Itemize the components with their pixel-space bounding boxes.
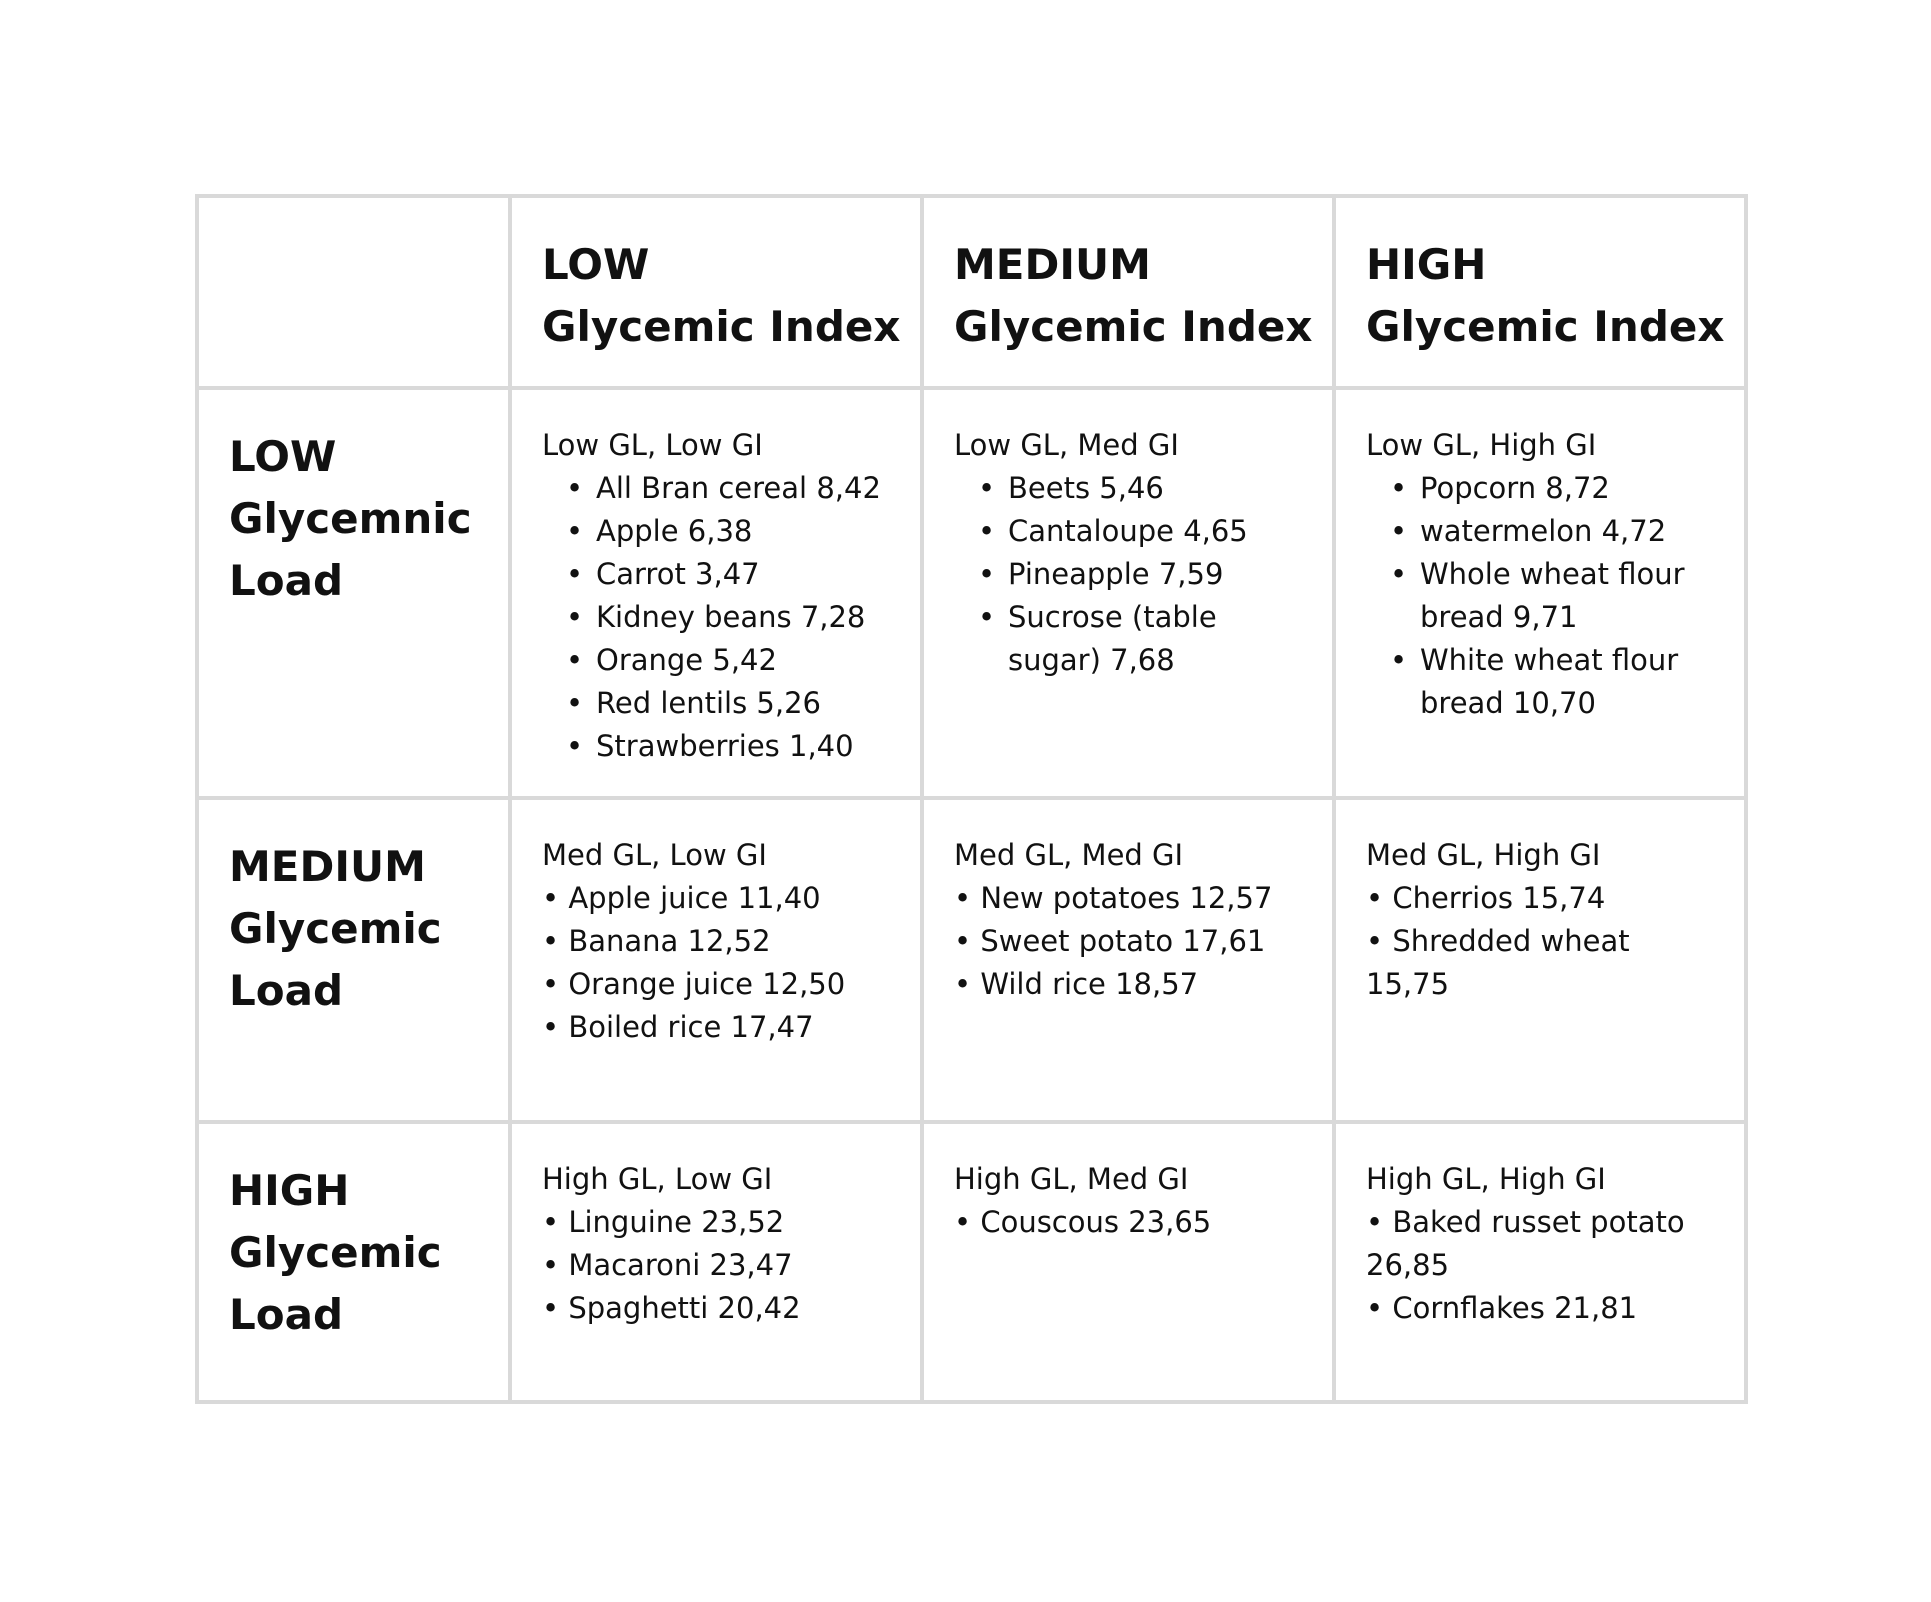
cell-high-gl-med-gi bbox=[922, 1122, 1334, 1402]
row-header-word: Glycemic bbox=[229, 1228, 442, 1277]
list-item: • Cantaloupe 4,65 bbox=[1008, 510, 1302, 553]
cell-title: High GL, Med GI bbox=[954, 1162, 1189, 1196]
list-item: • Strawberries 1,40 bbox=[596, 725, 890, 768]
cell-high-gl-low-gi bbox=[510, 1122, 922, 1402]
column-header-level: HIGH bbox=[1366, 240, 1487, 289]
list-item: • Apple 6,38 bbox=[596, 510, 890, 553]
cell-low-gl-high-gi bbox=[1334, 388, 1746, 798]
cell-low-gl-low-gi bbox=[510, 388, 922, 798]
row-medium-gl bbox=[197, 798, 1746, 1122]
list-item: • Kidney beans 7,28 bbox=[596, 596, 890, 639]
list-item: • Couscous 23,65 bbox=[954, 1205, 1212, 1239]
list-item: • Orange 5,42 bbox=[596, 639, 890, 682]
corner-cell bbox=[197, 196, 510, 388]
column-header-medium-gi bbox=[922, 196, 1334, 388]
column-header-level: LOW bbox=[542, 240, 650, 289]
column-header-label: Glycemic Index bbox=[1366, 302, 1725, 351]
list-item: • White wheat flour bread 10,70 bbox=[1420, 639, 1714, 725]
header-row bbox=[197, 196, 1746, 388]
row-header-word: Load bbox=[229, 966, 344, 1015]
list-item: • Popcorn 8,72 bbox=[1420, 467, 1714, 510]
column-header-low-gi bbox=[510, 196, 922, 388]
list-item: • Cornflakes 21,81 bbox=[1366, 1291, 1638, 1325]
cell-med-gl-med-gi bbox=[922, 798, 1334, 1122]
glycemic-matrix-table bbox=[195, 194, 1748, 1404]
cell-high-gl-high-gi bbox=[1334, 1122, 1746, 1402]
list-item: • watermelon 4,72 bbox=[1420, 510, 1714, 553]
cell-title: Med GL, Med GI bbox=[954, 838, 1184, 872]
row-header-word: Glycemic bbox=[229, 904, 442, 953]
food-list bbox=[1366, 467, 1714, 725]
list-item: • Boiled rice 17,47 bbox=[542, 1010, 814, 1044]
list-item: • Banana 12,52 bbox=[542, 924, 771, 958]
row-header-word: Load bbox=[229, 1290, 344, 1339]
list-item: • Linguine 23,52 bbox=[542, 1205, 785, 1239]
list-item: • Apple juice 11,40 bbox=[542, 881, 821, 915]
column-header-high-gi bbox=[1334, 196, 1746, 388]
list-item: • Shredded wheat 15,75 bbox=[1366, 924, 1630, 1001]
list-item: 26,85 bbox=[1366, 1248, 1450, 1282]
cell-med-gl-low-gi bbox=[510, 798, 922, 1122]
list-item: • New potatoes 12,57 bbox=[954, 881, 1273, 915]
row-low-gl bbox=[197, 388, 1746, 798]
list-item: • Wild rice 18,57 bbox=[954, 967, 1199, 1001]
list-item: • Orange juice 12,50 bbox=[542, 967, 846, 1001]
cell-low-gl-med-gi bbox=[922, 388, 1334, 798]
row-header-medium-gl bbox=[197, 798, 510, 1122]
list-item: • Sucrose (table sugar) 7,68 bbox=[1008, 596, 1302, 682]
cell-title: High GL, High GI bbox=[1366, 1162, 1606, 1196]
cell-title: Med GL, Low GI bbox=[542, 838, 767, 872]
list-item: • All Bran cereal 8,42 bbox=[596, 467, 890, 510]
list-item: • Spaghetti 20,42 bbox=[542, 1291, 801, 1325]
row-header-high-gl bbox=[197, 1122, 510, 1402]
row-header-level: HIGH bbox=[229, 1166, 350, 1215]
row-header-level: MEDIUM bbox=[229, 842, 426, 891]
row-header-word: Load bbox=[229, 556, 344, 605]
cell-title: High GL, Low GI bbox=[542, 1162, 773, 1196]
row-header-level: LOW bbox=[229, 432, 337, 481]
column-header-level: MEDIUM bbox=[954, 240, 1151, 289]
list-item: • Cherrios 15,74 bbox=[1366, 881, 1606, 915]
row-high-gl bbox=[197, 1122, 1746, 1402]
list-item: • Macaroni 23,47 bbox=[542, 1248, 793, 1282]
list-item: • Carrot 3,47 bbox=[596, 553, 890, 596]
cell-med-gl-high-gi bbox=[1334, 798, 1746, 1122]
column-header-label: Glycemic Index bbox=[542, 302, 901, 351]
list-item: • Sweet potato 17,61 bbox=[954, 924, 1266, 958]
row-header-word: Glycemnic bbox=[229, 494, 472, 543]
list-item: • Baked russet potato bbox=[1366, 1205, 1685, 1239]
food-list bbox=[954, 467, 1302, 682]
list-item: • Red lentils 5,26 bbox=[596, 682, 890, 725]
column-header-label: Glycemic Index bbox=[954, 302, 1313, 351]
row-header-low-gl bbox=[197, 388, 510, 798]
food-list bbox=[542, 467, 890, 768]
cell-title: Low GL, Med GI bbox=[954, 428, 1179, 462]
list-item: • Beets 5,46 bbox=[1008, 467, 1302, 510]
list-item: • Pineapple 7,59 bbox=[1008, 553, 1302, 596]
list-item: • Whole wheat flour bread 9,71 bbox=[1420, 553, 1714, 639]
cell-title: Med GL, High GI bbox=[1366, 838, 1601, 872]
cell-title: Low GL, Low GI bbox=[542, 428, 763, 462]
cell-title: Low GL, High GI bbox=[1366, 428, 1597, 462]
